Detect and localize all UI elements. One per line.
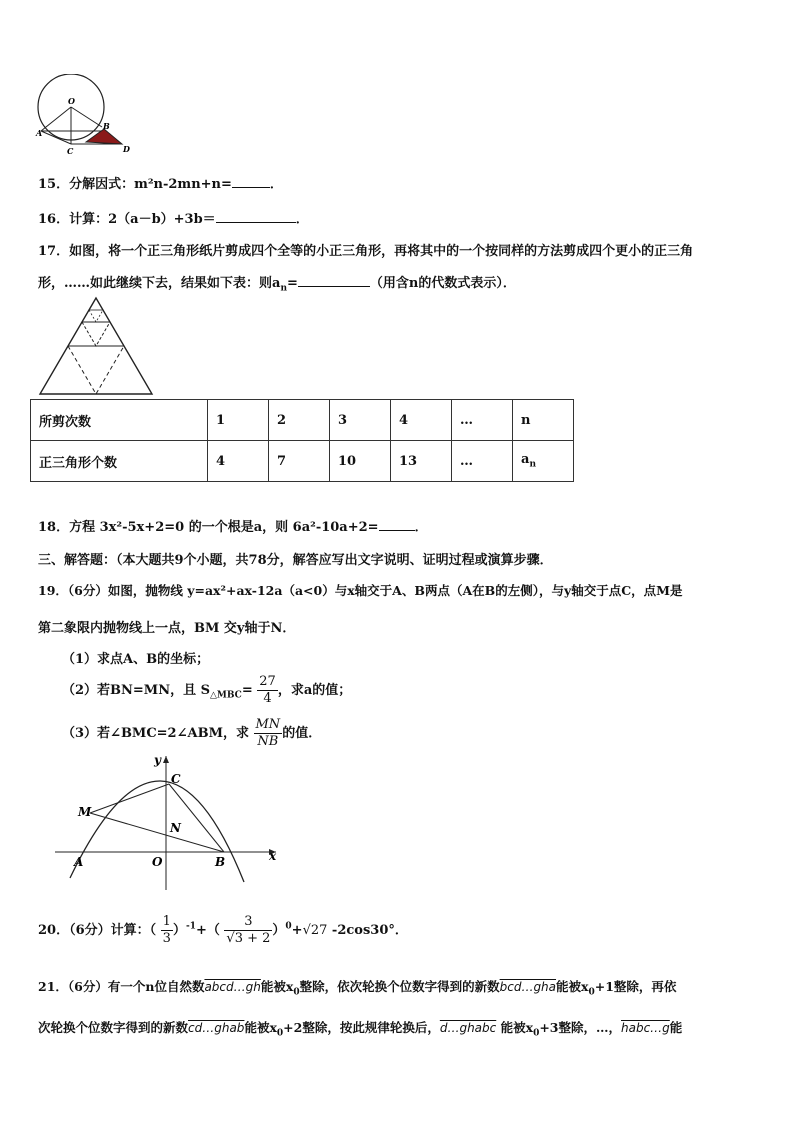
cut-count-table (30, 399, 574, 482)
table-row: 所剪次数 1 2 3 4 … n (31, 400, 574, 441)
question-21-line1: 21．（6分）有一个n位自然数abcd…gh能被$x_0$整除，依次轮换个位数字得到的新数bcd…gha能被$x_0+1$整除，再依 (38, 979, 677, 998)
label-y: y (154, 753, 161, 767)
label-o: O (152, 855, 163, 869)
label-c: C (171, 772, 181, 786)
label-m: M (78, 805, 92, 819)
fraction: $\frac{1}{3}$ (162, 914, 171, 946)
parabola-figure (50, 752, 285, 892)
question-17-line2: 形，……如此继续下去，结果如下表：则$a_n=$ （用含n的代数式表示）． (38, 276, 516, 294)
label-x: x (269, 849, 277, 863)
circle-figure (34, 74, 144, 156)
label-d: D (123, 144, 130, 154)
question-15: 15．分解因式：m²n-2mn+n= ． (38, 177, 283, 192)
question-21-line2: 次轮换个位数字得到的新数cd…ghab能被$x_0+2$整除，按此规律轮换后，d…ghabc 能被$x_0+3$整除，…，habc…g能 (38, 1020, 683, 1039)
section-3-heading: 三、解答题：（本大题共9个小题，共78分，解答应写出文字说明、证明过程或演算步骤． (38, 553, 553, 568)
question-19-part2: （2）若BN=MN，且 $S_{\triangle MBC}=$ $\frac{27}{4}$ ，求a的值； (62, 674, 352, 706)
label-n: N (170, 821, 181, 835)
fraction: $\frac{MN}{NB}$ (255, 717, 281, 749)
label-b: B (215, 855, 226, 869)
answer-blank[interactable] (379, 518, 415, 531)
answer-blank[interactable] (298, 274, 370, 287)
answer-blank[interactable] (232, 175, 270, 188)
label-b: B (103, 121, 110, 131)
label-a: A (36, 128, 43, 138)
label-o: O (68, 96, 75, 106)
question-20: 20．（6分）计算：（ $\frac{1}{3}$ ）$^{-1}$+（ $\frac{3}{√3 + 2}$ ）$^0$+√27 -2cos30°． (38, 914, 408, 946)
fraction: $\frac{3}{√3 + 2}$ (226, 914, 271, 946)
question-18: 18．方程 3x²-5x+2=0 的一个根是a，则 6a²-10a+2= ． (38, 520, 428, 535)
triangle-figure (38, 296, 154, 396)
question-16: 16．计算：2（a－b）+3b＝ ． (38, 212, 309, 227)
question-19-part3: （3）若∠BMC=2∠ABM，求 $\frac{MN}{NB}$ 的值． (62, 717, 322, 749)
question-17-line1: 17．如图，将一个正三角形纸片剪成四个全等的小正三角形，再将其中的一个按同样的方法剪成四个更小的正三角 (38, 244, 694, 259)
label-c: C (67, 146, 74, 156)
answer-blank[interactable] (216, 210, 296, 223)
label-a: A (74, 855, 84, 869)
table-row: 正三角形个数 4 7 10 13 … $a_n$ (31, 441, 574, 482)
fraction: $\frac{27}{4}$ (259, 674, 276, 706)
question-19-line2: 第二象限内抛物线上一点，BM 交y轴于N． (38, 621, 296, 636)
question-19-part1: （1）求点A、B的坐标； (62, 652, 210, 667)
question-19-line1: 19．（6分）如图，抛物线 y=ax²+ax-12a（a<0）与x轴交于A、B两点（A在B的左侧），与y轴交于点C，点M是 (38, 583, 683, 598)
